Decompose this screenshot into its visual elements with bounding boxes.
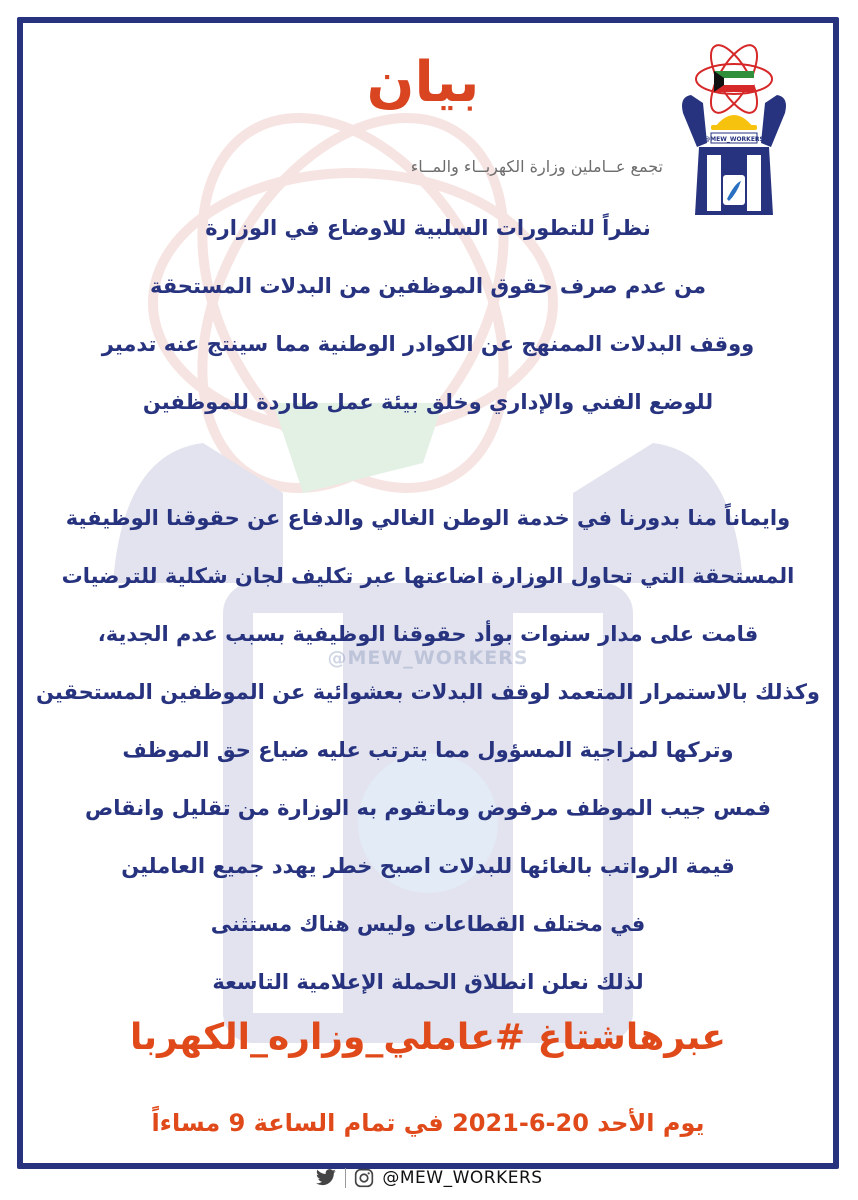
campaign-hashtag: عبرهاشتاغ #عاملي_وزاره_الكهربا — [130, 1017, 726, 1058]
poster-frame — [17, 17, 839, 1169]
twitter-icon[interactable] — [315, 1169, 337, 1187]
paragraph2-line: وكذلك بالاستمرار المتعمد لوقف البدلات بعشوائية عن الموظفين المستحقين — [36, 680, 820, 704]
paragraph1-line: ووقف البدلات الممنهج عن الكوادر الوطنية مما سينتج عنه تدمير — [101, 332, 755, 356]
paragraph1-line: للوضع الفني والإداري وخلق بيئة عمل طاردة للموظفين — [142, 390, 714, 414]
paragraph2-line: لذلك نعلن انطلاق الحملة الإعلامية التاسعة — [212, 970, 644, 994]
footer-handle[interactable]: @MEW_WORKERS — [382, 1168, 543, 1188]
paragraph2-line: قيمة الرواتب بالغائها للبدلات اصبح خطر يهدد جميع العاملين — [121, 854, 735, 878]
instagram-icon[interactable] — [354, 1168, 374, 1188]
logo-badge-text: @MEW_WORKERS — [704, 136, 764, 143]
paragraph-gap — [35, 431, 821, 489]
paragraph1-line: من عدم صرف حقوق الموظفين من البدلات المستحقة — [149, 274, 707, 298]
footer — [0, 1162, 858, 1194]
statement-title: بيان — [366, 50, 480, 115]
workers-logo — [669, 43, 799, 215]
statement-body — [35, 199, 821, 1011]
footer-separator — [345, 1168, 346, 1188]
paragraph2-line: وايماناً منا بدورنا في خدمة الوطن الغالي والدفاع عن حقوقنا الوظيفية — [65, 506, 791, 530]
paragraph2-line: المستحقة التي تحاول الوزارة اضاعتها عبر تكليف لجان شكلية للترضيات — [61, 564, 795, 588]
paragraph2-line: فمس جيب الموظف مرفوض وماتقوم به الوزارة من تقليل وانقاص — [85, 796, 771, 820]
paragraph1-line: نظراً للتطورات السلبية للاوضاع في الوزارة — [205, 216, 651, 240]
organization-name: تجمع عــاملين وزارة الكهربــاء والمــاء — [410, 157, 663, 176]
paragraph2-line: وتركها لمزاجية المسؤول مما يترتب عليه ضياع حق الموظف — [122, 738, 734, 762]
paragraph2-line: قامت على مدار سنوات بوأد حقوقنا الوظيفية بسبب عدم الجدية، — [97, 622, 759, 646]
watermark-handle: @MEW_WORKERS — [327, 647, 529, 669]
paragraph2-line: في مختلف القطاعات وليس هناك مستثنى — [210, 912, 646, 936]
campaign-date: يوم الأحد 20-6-2021 في تمام الساعة 9 مساءاً — [151, 1109, 705, 1137]
